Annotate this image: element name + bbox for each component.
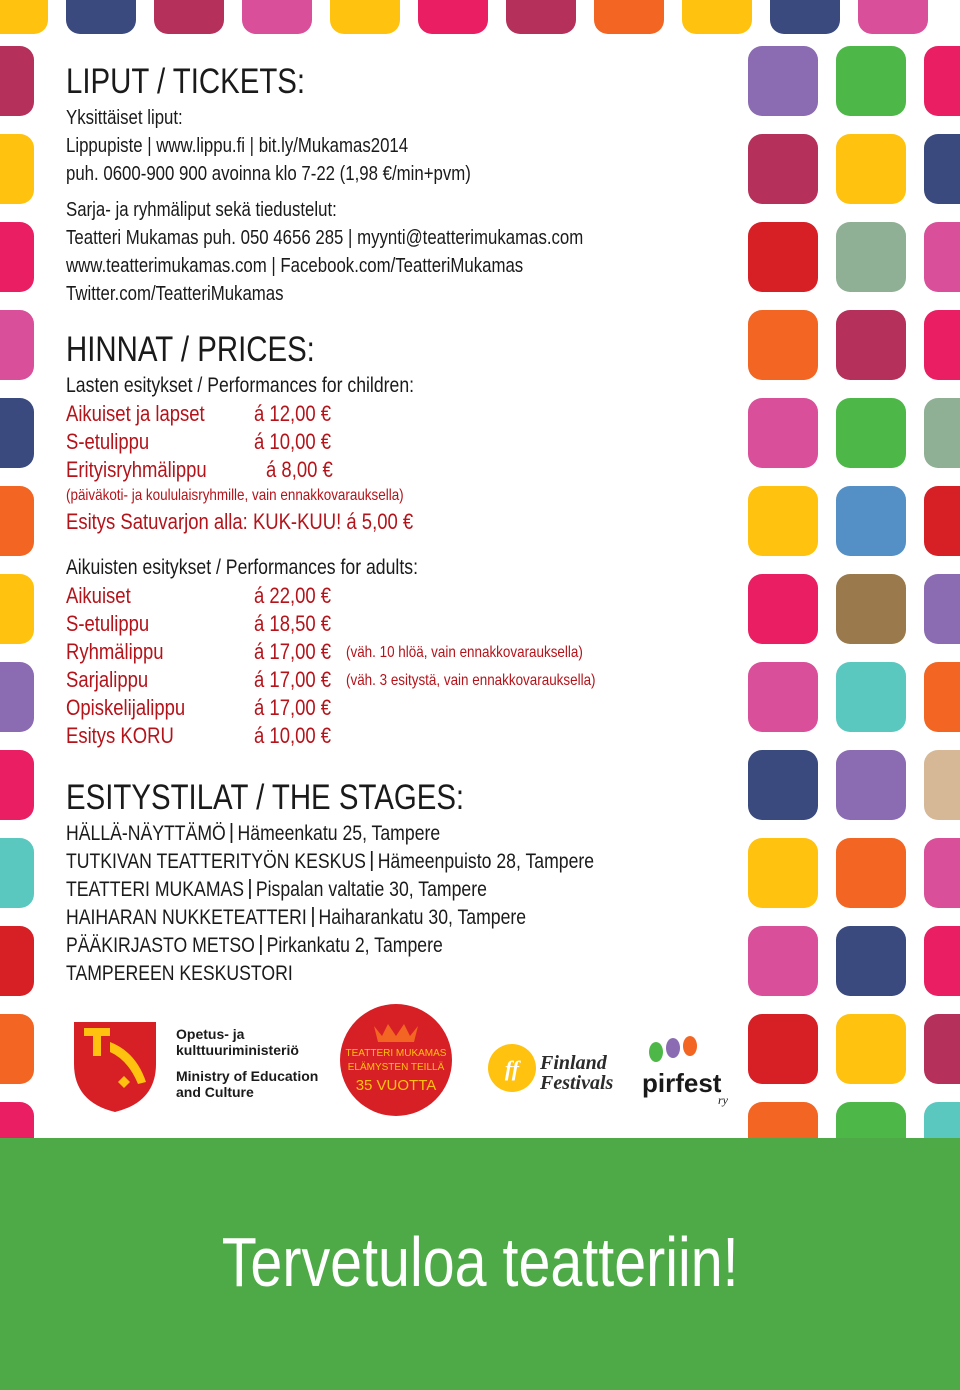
decorative-tile (0, 46, 34, 116)
decorative-tile (836, 574, 906, 644)
price-row: Ryhmälippu á 17,00 € (väh. 10 hlöä, vain ennakkovarauksella) (66, 639, 583, 664)
stage-item: TUTKIVAN TEATTERITYÖN KESKUS Hämeenpuisto 28, Tampere (66, 850, 595, 873)
pirfest-ry: ry (718, 1093, 728, 1107)
decorative-tile (836, 750, 906, 820)
price-row: Erityisryhmälippu á 8,00 € (66, 457, 333, 482)
decorative-tile (836, 222, 906, 292)
tampere-coat-of-arms-icon (74, 1022, 156, 1112)
group-tickets-line: www.teatterimukamas.com | Facebook.com/TeatteriMukamas (66, 255, 524, 277)
decorative-tile (924, 750, 960, 820)
decorative-tile (924, 926, 960, 996)
decorative-tile (836, 1014, 906, 1084)
decorative-tile (836, 662, 906, 732)
badge-line: ELÄMYSTEN TEILLÄ (347, 1062, 445, 1073)
decorative-tile (858, 0, 928, 34)
tickets-line: puh. 0600-900 900 avoinna klo 7-22 (1,98 €/min+pvm) (66, 163, 471, 185)
decorative-tile (748, 574, 818, 644)
special-price: Esitys Satuvarjon alla: KUK-KUU! á 5,00 € (66, 509, 414, 534)
decorative-tile (0, 574, 34, 644)
stage-item: HAIHARAN NUKKETEATTERI Haiharankatu 30, Tampere (66, 906, 527, 929)
price-row: Esitys KORU á 10,00 € (66, 723, 332, 748)
decorative-tile (0, 926, 34, 996)
decorative-tile (836, 486, 906, 556)
decorative-tile (748, 222, 818, 292)
decorative-tile (748, 750, 818, 820)
main-content (66, 60, 726, 988)
badge-line: TEATTERI MUKAMAS (345, 1048, 447, 1059)
stage-item: HÄLLÄ-NÄYTTÄMÖ Hämeenkatu 25, Tampere (66, 822, 441, 845)
pirfest-text: pirfest (642, 1068, 722, 1098)
price-row: Sarjalippu á 17,00 € (väh. 3 esitystä, vain ennakkovarauksella) (66, 667, 596, 692)
decorative-tile (0, 134, 34, 204)
decorative-tile (748, 398, 818, 468)
decorative-tile (748, 46, 818, 116)
decorative-tile (0, 750, 34, 820)
decorative-tile (836, 310, 906, 380)
group-tickets-line: Teatteri Mukamas puh. 050 4656 285 | myynti@teatterimukamas.com (66, 227, 584, 249)
decorative-tile (0, 486, 34, 556)
decorative-tile (924, 46, 960, 116)
decorative-tile (924, 1014, 960, 1084)
decorative-tile (836, 46, 906, 116)
decorative-tile (0, 1102, 34, 1140)
stage-item: TAMPEREEN KESKUSTORI (66, 962, 293, 985)
ff-text: Festivals (540, 1072, 614, 1094)
decorative-tile (748, 1014, 818, 1084)
decorative-tile (748, 926, 818, 996)
decorative-tile (836, 1102, 906, 1140)
ministry-text-en: Ministry of Education (176, 1068, 319, 1084)
decorative-tile (924, 486, 960, 556)
ff-text: Finland (540, 1052, 607, 1074)
decorative-tile (242, 0, 312, 34)
decorative-tile (836, 926, 906, 996)
decorative-tile (924, 222, 960, 292)
welcome-text: Tervetuloa teatteriin! (221, 1223, 739, 1301)
decorative-tile (770, 0, 840, 34)
price-row: S-etulippu á 10,00 € (66, 429, 332, 454)
group-tickets-line: Twitter.com/TeatteriMukamas (66, 283, 284, 305)
decorative-tile (0, 222, 34, 292)
decorative-tile (748, 838, 818, 908)
price-row: S-etulippu á 18,50 € (66, 611, 332, 636)
decorative-tile (594, 0, 664, 34)
children-note: (päiväkoti- ja koululaisryhmille, vain ennakkovarauksella) (66, 487, 404, 504)
decorative-tile (836, 838, 906, 908)
decorative-tile (924, 662, 960, 732)
decorative-tile (924, 1102, 960, 1140)
tickets-heading: LIPUT / TICKETS: (66, 62, 306, 101)
finland-festivals-logo (488, 1044, 614, 1094)
logos-svg (66, 1002, 746, 1122)
pirfest-logo (642, 1036, 729, 1107)
ministry-text-fi: kulttuuriministeriö (176, 1042, 299, 1058)
decorative-tile (0, 662, 34, 732)
ff-mark: ff (504, 1056, 520, 1081)
decorative-tile (836, 134, 906, 204)
group-tickets-line: Sarja- ja ryhmäliput sekä tiedustelut: (66, 199, 337, 221)
stage-item: PÄÄKIRJASTO METSO Pirkankatu 2, Tampere (66, 934, 443, 957)
ministry-text-fi: Opetus- ja (176, 1026, 245, 1042)
decorative-tile (924, 310, 960, 380)
decorative-tile (66, 0, 136, 34)
decorative-tile (0, 1014, 34, 1084)
sponsor-logos (66, 1002, 746, 1122)
decorative-tile (330, 0, 400, 34)
decorative-tile (0, 310, 34, 380)
decorative-tile (748, 134, 818, 204)
decorative-tile (836, 398, 906, 468)
price-row: Aikuiset ja lapset á 12,00 € (66, 401, 332, 426)
stages-heading: ESITYSTILAT / THE STAGES: (66, 778, 465, 817)
stage-item: TEATTERI MUKAMAS Pispalan valtatie 30, Tampere (66, 878, 487, 901)
decorative-tile (0, 0, 48, 34)
decorative-tile (0, 398, 34, 468)
decorative-tile (418, 0, 488, 34)
tickets-line: Lippupiste | www.lippu.fi | bit.ly/Mukamas2014 (66, 135, 409, 157)
price-row: Opiskelijalippu á 17,00 € (66, 695, 332, 720)
decorative-tile (924, 398, 960, 468)
decorative-tile (748, 1102, 818, 1140)
decorative-tile (924, 574, 960, 644)
decorative-tile (0, 838, 34, 908)
decorative-tile (748, 310, 818, 380)
decorative-tile (924, 134, 960, 204)
badge-line: 35 VUOTTA (355, 1077, 437, 1094)
decorative-tile (748, 486, 818, 556)
mukamas-35-badge (340, 1004, 452, 1116)
price-row: Aikuiset á 22,00 € (66, 583, 332, 608)
prices-heading: HINNAT / PRICES: (66, 330, 315, 369)
decorative-tile (924, 838, 960, 908)
adults-title: Aikuisten esitykset / Performances for adults: (66, 556, 418, 579)
decorative-tile (682, 0, 752, 34)
decorative-tile (506, 0, 576, 34)
ministry-text-en: and Culture (176, 1084, 254, 1100)
decorative-tile (748, 662, 818, 732)
decorative-tile (154, 0, 224, 34)
tickets-line: Yksittäiset liput: (66, 107, 183, 129)
children-title: Lasten esitykset / Performances for children: (66, 374, 415, 397)
